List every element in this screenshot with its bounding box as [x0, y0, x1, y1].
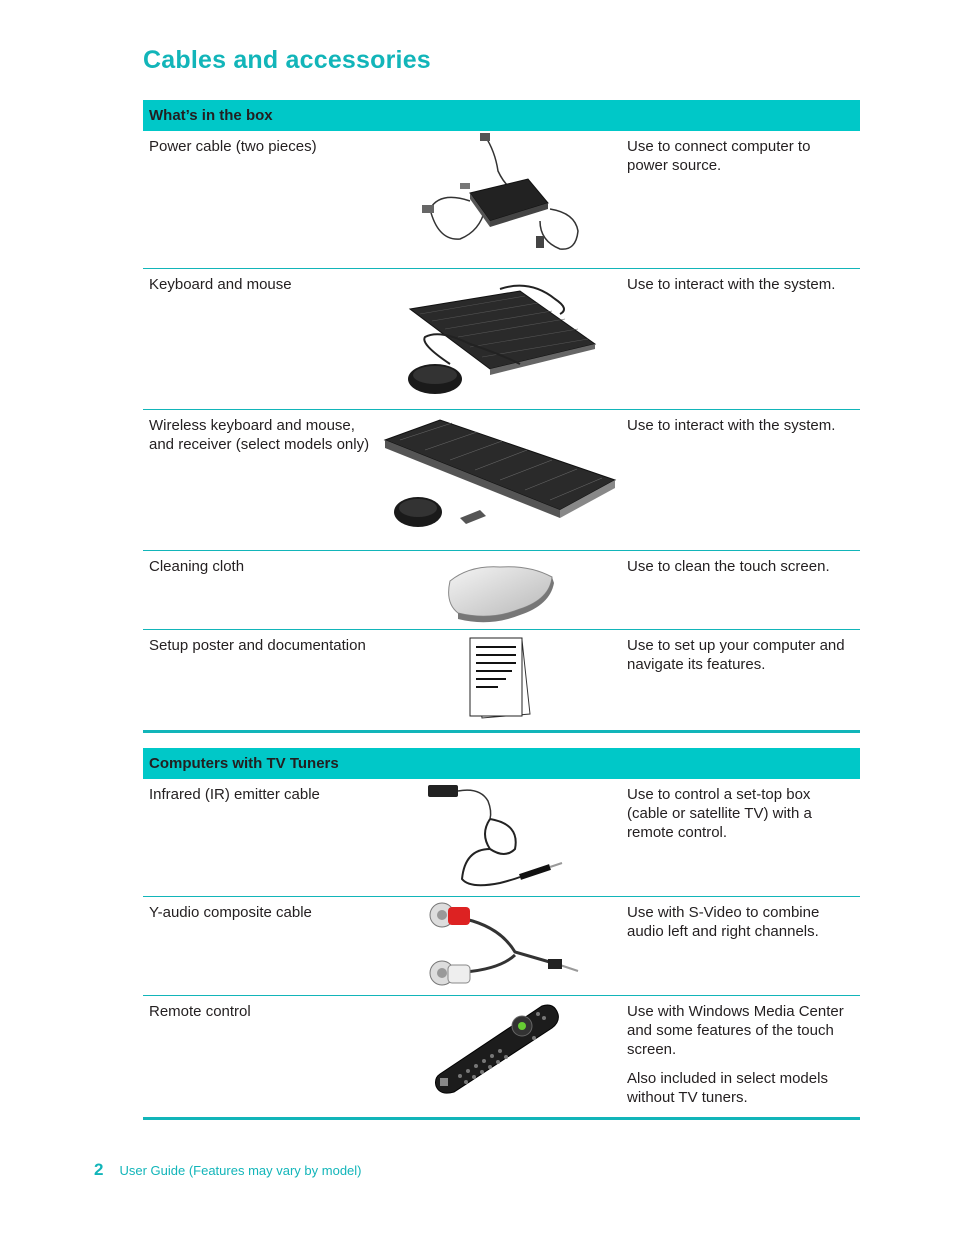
whats-in-the-box-table: [143, 100, 860, 733]
page-title: Cables and accessories: [143, 46, 431, 74]
section-header: What’s in the box: [143, 100, 860, 131]
page-footer: [94, 1160, 362, 1180]
table-row: [143, 995, 860, 1118]
table-row: [143, 409, 860, 550]
item-name: Remote control: [143, 995, 378, 1118]
item-description: Use to control a set-top box (cable or satellite TV) with a remote control.: [621, 779, 860, 896]
item-description: Use to clean the touch screen.: [621, 550, 860, 629]
item-name: Wireless keyboard and mouse, and receiver (select models only): [143, 409, 378, 550]
item-name: Infrared (IR) emitter cable: [143, 779, 378, 896]
item-description: Use to interact with the system.: [621, 268, 860, 409]
item-description: Use with S-Video to combine audio left and right channels.: [621, 896, 860, 995]
page-number: 2: [94, 1160, 104, 1179]
item-description: Use to interact with the system.: [621, 409, 860, 550]
ir-emitter-cable-icon: [378, 779, 621, 896]
documentation-icon: [378, 629, 621, 731]
item-name: Setup poster and documentation: [143, 629, 378, 731]
table-row: [143, 550, 860, 629]
power-cable-icon: [378, 131, 621, 268]
table-row: [143, 629, 860, 731]
table-row: [143, 896, 860, 995]
table-row: [143, 268, 860, 409]
section-header: Computers with TV Tuners: [143, 748, 860, 779]
wireless-keyboard-mouse-icon: [378, 409, 621, 550]
item-name: Power cable (two pieces): [143, 131, 378, 268]
item-description: Use with Windows Media Center and some features of the touch screen. Also included in select models without TV tuners.: [621, 995, 860, 1118]
footer-text: User Guide (Features may vary by model): [119, 1163, 362, 1178]
cleaning-cloth-icon: [378, 550, 621, 629]
item-description: Use to set up your computer and navigate its features.: [621, 629, 860, 731]
item-name: Cleaning cloth: [143, 550, 378, 629]
remote-control-icon: [378, 995, 621, 1118]
keyboard-mouse-icon: [378, 268, 621, 409]
item-name: Keyboard and mouse: [143, 268, 378, 409]
item-description: Use to connect computer to power source.: [621, 131, 860, 268]
item-name: Y-audio composite cable: [143, 896, 378, 995]
table-row: [143, 779, 860, 896]
tv-tuners-table: [143, 748, 860, 1120]
table-row: [143, 131, 860, 268]
y-audio-cable-icon: [378, 896, 621, 995]
